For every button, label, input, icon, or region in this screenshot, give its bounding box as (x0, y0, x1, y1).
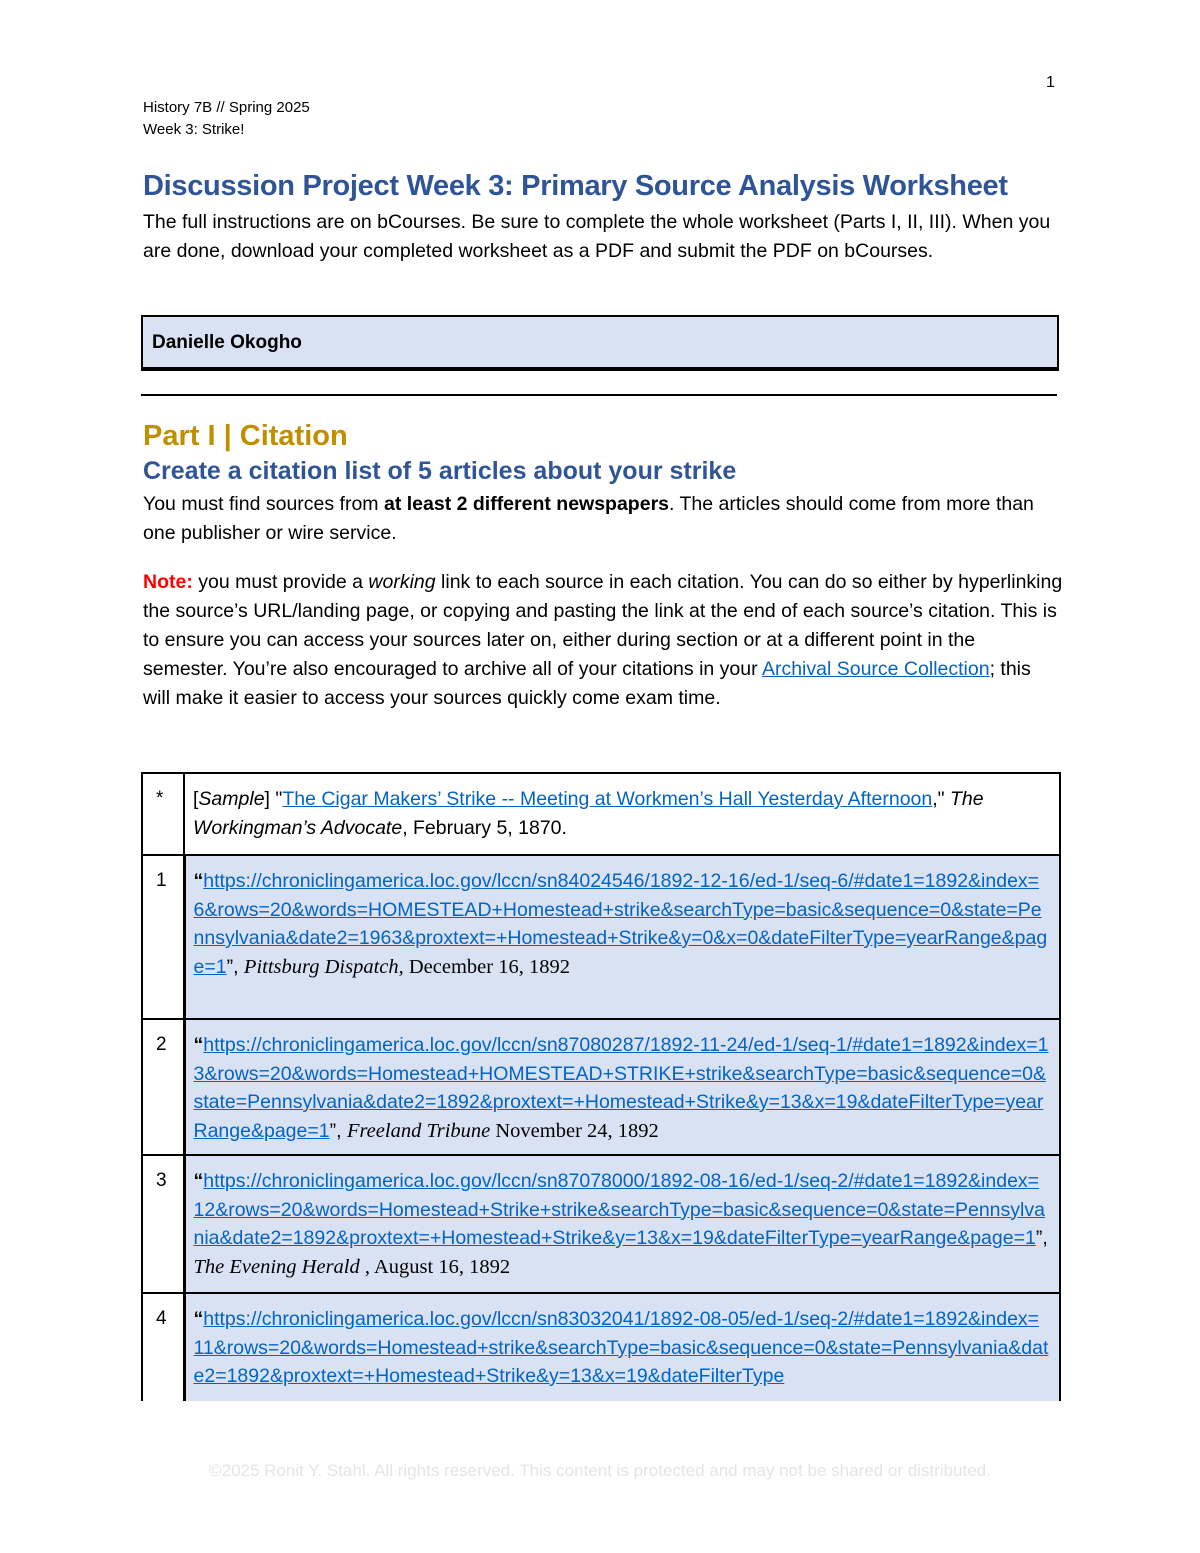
citation-cell[interactable]: “https://chroniclingamerica.loc.gov/lccn/sn87078000/1892-08-16/ed-1/seq-2/#date1=1892&index=12&rows=20&words=Homestead+Strike+strike&searchType=basic&sequence=0&state=Pennsylvania&date2=1892&proxtext=+Homestead+Strike&y=13&x=19&dateFilterType=yearRange&page=1”, The Evening Herald , August 16, 1892 (184, 1155, 1060, 1293)
intro-bold-text: at least 2 different newspapers (383, 493, 670, 515)
student-name: Danielle Okogho (152, 332, 302, 353)
citation-cell[interactable]: “https://chroniclingamerica.loc.gov/lccn/sn87080287/1892-11-24/ed-1/seq-1/#date1=1892&index=13&rows=20&words=Homestead+HOMESTEAD+STRIKE+strike&searchType=basic&sequence=0&state=Pennsylvania&date2=1892&proxtext=+Homestead+Strike&y=13&x=19&dateFilterType=yearRange&page=1”, Freeland Tribune November 24, 1892 (184, 1019, 1060, 1155)
intro-text: You must find sources from (143, 493, 384, 515)
note-text-b: link to each source in each citation. You can do so either by hyperlinking the source’s URL/landing page, or copying and pasting the link at the end of each source’s citation. This is to ensure you can access your sources later on, either during section or at a different point in the semester. You’re also encouraged to archive all of your citations in your (143, 571, 1063, 680)
title-block (143, 170, 1063, 266)
sample-paper: The Workingman’s Advocate (193, 788, 984, 839)
row-number: 2 (142, 1019, 184, 1155)
copyright-footer: ©2025 Ronit Y. Stahl. All rights reserved. This content is protected and may not be shared or distributed. (209, 1461, 991, 1480)
note-label: Note: (143, 571, 193, 593)
citation-paper: Pittsburg Dispatch (243, 955, 399, 978)
table-row (142, 1155, 1060, 1293)
sample-citation: [Sample] "The Cigar Makers’ Strike -- Meeting at Workmen’s Hall Yesterday Afternoon," The Workingman’s Advocate, February 5, 1870. (184, 773, 1060, 855)
course-line: History 7B // Spring 2025 (143, 99, 310, 116)
note-paragraph (143, 568, 1063, 713)
part-1-section (143, 420, 1063, 713)
part-1-subtitle: Create a citation list of 5 articles about your strike (143, 457, 737, 485)
citation-paper: Freeland Tribune (346, 1119, 491, 1142)
row-number: * (142, 773, 184, 855)
citation-date: November 24, 1892 (490, 1119, 659, 1142)
section-divider (141, 394, 1057, 396)
citation-table (141, 772, 1061, 1401)
citation-url-link[interactable]: https://chroniclingamerica.loc.gov/lccn/sn83032041/1892-08-05/ed-1/seq-2/#date1=1892&index=11&rows=20&words=Homestead+strike&searchType=basic&sequence=0&state=Pennsylvania&date2=1892&proxtext=+Homestead+Strike&y=13&x=19&dateFilterType (193, 1308, 1049, 1387)
citation-url-link[interactable]: https://chroniclingamerica.loc.gov/lccn/sn84024546/1892-12-16/ed-1/seq-6/#date1=1892&index=6&rows=20&words=HOMESTEAD+Homestead+strike&searchType=basic&sequence=0&state=Pennsylvania&date2=1963&proxtext=+Homestead+Strike&y=0&x=0&dateFilterType=yearRange&page=1 (193, 870, 1048, 978)
row-number: 4 (142, 1293, 184, 1401)
citation-cell[interactable]: “https://chroniclingamerica.loc.gov/lccn/sn84024546/1892-12-16/ed-1/seq-6/#date1=1892&index=6&rows=20&words=HOMESTEAD+Homestead+strike&searchType=basic&sequence=0&state=Pennsylvania&date2=1963&proxtext=+Homestead+Strike&y=0&x=0&dateFilterType=yearRange&page=1”, Pittsburg Dispatch, December 16, 1892 (184, 855, 1060, 1019)
name-box-underline (141, 368, 1059, 371)
table-row (142, 1019, 1060, 1155)
table-row (142, 855, 1060, 1019)
part-1-title: Part I | Citation (143, 420, 348, 452)
citation-date: , August 16, 1892 (364, 1255, 511, 1278)
table-row (142, 773, 1060, 855)
note-text-a: you must provide a (192, 571, 369, 593)
sample-article-link[interactable]: The Cigar Makers’ Strike -- Meeting at Workmen’s Hall Yesterday Afternoon (282, 788, 933, 810)
row-number: 1 (142, 855, 184, 1019)
citation-date: , December 16, 1892 (398, 955, 570, 978)
instructions-text: The full instructions are on bCourses. Be sure to complete the whole worksheet (Parts I, II, III). When you are done, download your completed worksheet as a PDF and submit the PDF on bCourses. (143, 211, 1051, 262)
document-header (143, 97, 310, 141)
week-line: Week 3: Strike! (143, 121, 245, 138)
document-title: Discussion Project Week 3: Primary Source Analysis Worksheet (143, 170, 1008, 202)
intro-text-end: . The articles should come from more than one publisher or wire service. (143, 493, 1034, 544)
table-row (142, 1293, 1060, 1401)
student-name-box[interactable] (141, 315, 1059, 369)
citation-url-link[interactable]: https://chroniclingamerica.loc.gov/lccn/sn87078000/1892-08-16/ed-1/seq-2/#date1=1892&index=12&rows=20&words=Homestead+Strike+strike&searchType=basic&sequence=0&state=Pennsylvania&date2=1892&proxtext=+Homestead+Strike&y=13&x=19&dateFilterType=yearRange&page=1 (193, 1170, 1045, 1249)
part-1-intro (143, 490, 1063, 548)
note-text-c: ; this will make it easier to access your sources quickly come exam time. (143, 658, 1031, 709)
page-number: 1 (1046, 74, 1055, 91)
note-italic: working (368, 571, 436, 593)
archival-source-collection-link[interactable]: Archival Source Collection (761, 658, 990, 680)
sample-tag: Sample (198, 788, 265, 810)
citation-paper: The Evening Herald (193, 1255, 365, 1278)
citation-url-link[interactable]: https://chroniclingamerica.loc.gov/lccn/sn87080287/1892-11-24/ed-1/seq-1/#date1=1892&index=13&rows=20&words=Homestead+HOMESTEAD+STRIKE+strike&searchType=basic&sequence=0&state=Pennsylvania&date2=1892&proxtext=+Homestead+Strike&y=13&x=19&dateFilterType=yearRange&page=1 (193, 1034, 1049, 1142)
sample-date: , February 5, 1870. (402, 816, 567, 839)
row-number: 3 (142, 1155, 184, 1293)
citation-cell[interactable]: “https://chroniclingamerica.loc.gov/lccn/sn83032041/1892-08-05/ed-1/seq-2/#date1=1892&index=11&rows=20&words=Homestead+strike&searchType=basic&sequence=0&state=Pennsylvania&date2=1892&proxtext=+Homestead+Strike&y=13&x=19&dateFilterType (184, 1293, 1060, 1401)
